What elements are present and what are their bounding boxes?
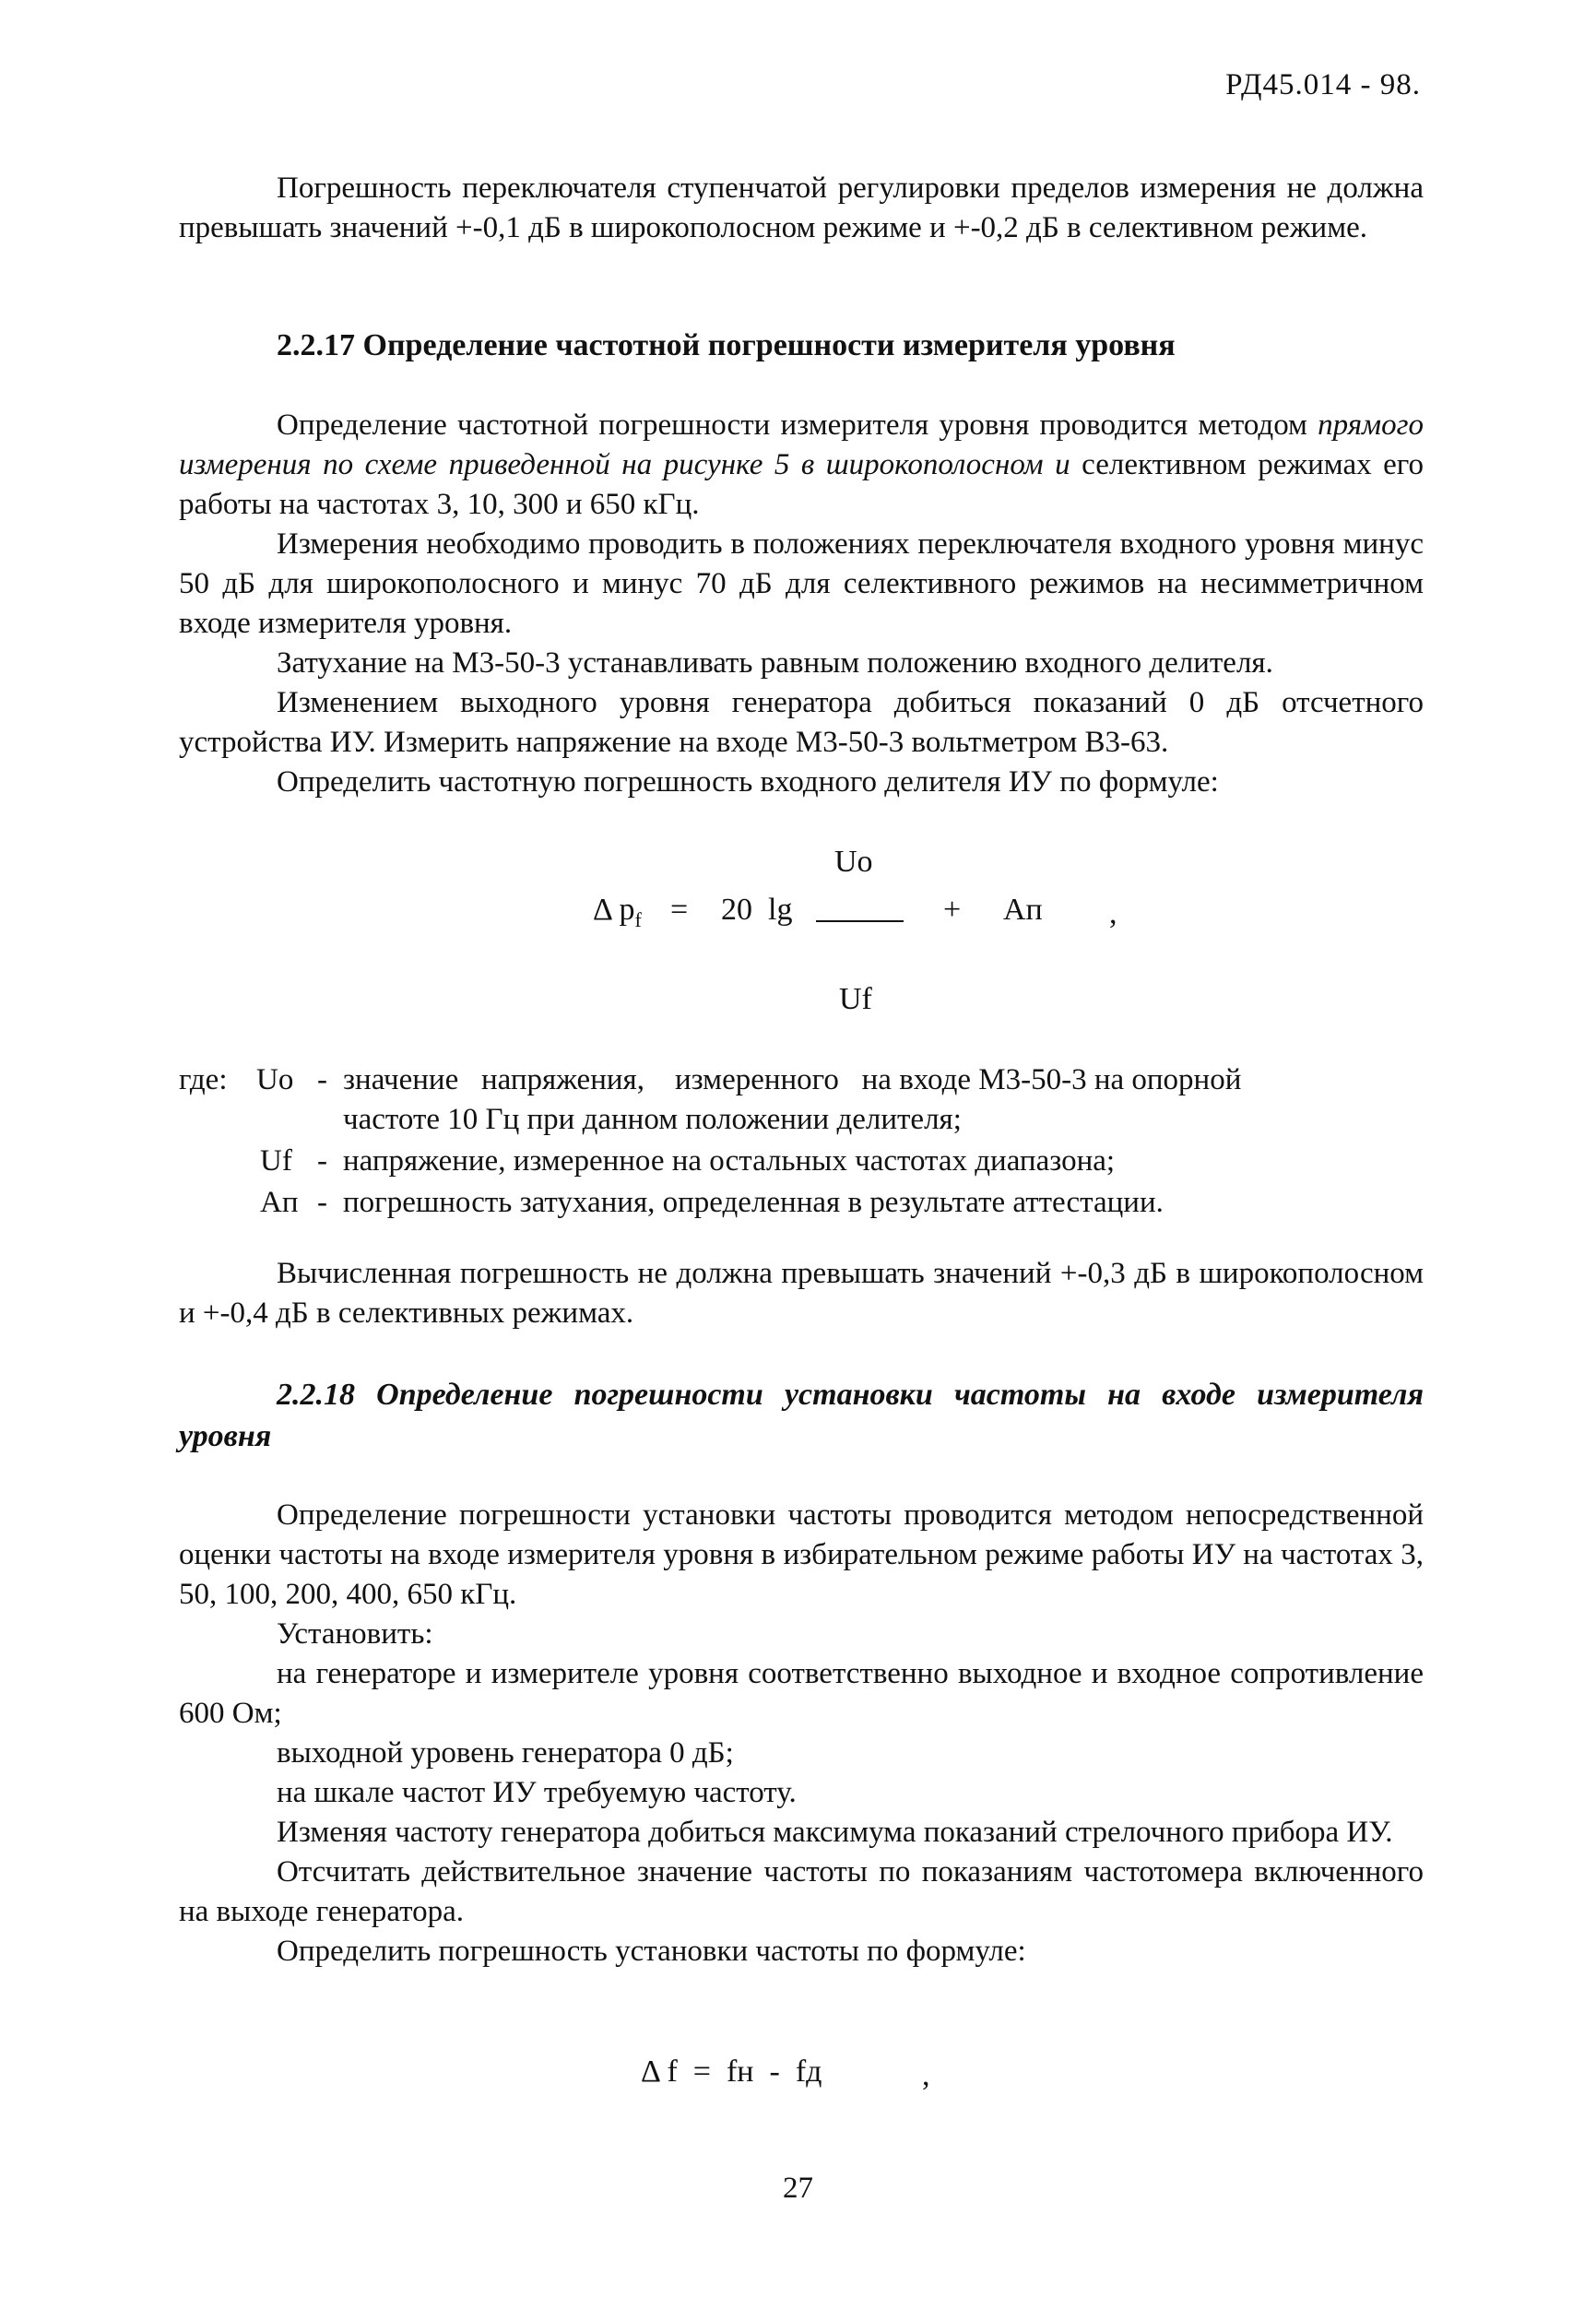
definition-symbol: Uo xyxy=(256,1063,294,1096)
definition-text: значение напряжения, измеренного на входе М3-50-3 на опорной xyxy=(343,1063,1242,1096)
paragraph-positions: Измерения необходимо проводить в положениях переключателя входного уровня минус 50 дБ для широкополосного и минус 70 дБ для селективного режимов на несимметричном входе измерителя уровня. xyxy=(179,527,1424,640)
paragraph-resistance: на генераторе и измерителе уровня соответственно выходное и входное сопротивление 600 Ом; xyxy=(179,1657,1424,1730)
formula-lhs xyxy=(593,893,642,932)
paragraph-method-part1: Определение частотной погрешности измерителя уровня проводится методом xyxy=(277,408,1318,442)
paragraph-scale: на шкале частот ИУ требуемую частоту. xyxy=(277,1776,797,1809)
paragraph-calculated-error: Вычисленная погрешность не должна превышать значений +-0,3 дБ в широкополосном и +-0,4 дБ в селективных режимах. xyxy=(179,1257,1424,1330)
definition-row xyxy=(179,1060,1470,1100)
formula-definitions xyxy=(179,1060,1470,1223)
definition-symbol: Uf xyxy=(260,1144,292,1178)
formula-fraction-bar xyxy=(816,920,904,922)
section-2-2-18-title: 2.2.18 Определение погрешности установки частоты на входе измерителя уровня xyxy=(179,1378,1424,1453)
paragraph-read: Отсчитать действительное значение частоты по показаниям частотомера включенного на выходе генератора. xyxy=(179,1855,1424,1928)
paragraph-method-2: Определение погрешности установки частоты проводится методом непосредственной оценки частоты на входе измерителя уровня в избирательном режиме работы ИУ на частотах 3, 50, 100, 200, 400, 650 кГц. xyxy=(179,1498,1424,1611)
definition-row xyxy=(179,1142,1470,1181)
intro-paragraph-block xyxy=(179,169,1424,248)
definition-dash: - xyxy=(317,1144,327,1178)
paragraph-output: выходной уровень генератора 0 дБ; xyxy=(277,1736,734,1770)
definition-text: напряжение, измеренное на остальных частотах диапазона; xyxy=(343,1144,1116,1178)
paragraph-formula-intro-2: Определить погрешность установки частоты по формуле: xyxy=(277,1935,1026,1968)
formula-comma: , xyxy=(1109,896,1117,930)
formula-denominator: Uf xyxy=(839,982,872,1016)
formula-plus: + xyxy=(943,893,962,927)
definition-row xyxy=(179,1100,1470,1140)
definition-row xyxy=(179,1183,1470,1223)
formula-comma-2: , xyxy=(922,2058,930,2092)
paragraph-method-part3: селективном режимах его работы на частотах 3, 10, 300 и 650 кГц. xyxy=(179,448,1424,521)
definition-symbol: Ап xyxy=(260,1186,299,1219)
definition-dash: - xyxy=(317,1186,327,1219)
definition-text: погрешность затухания, определенная в результате аттестации. xyxy=(343,1186,1164,1219)
document-code: РД45.014 - 98. xyxy=(1225,68,1421,101)
paragraph-method xyxy=(179,406,1424,525)
paragraph-method-italic: прямого измерения по схеме приведенной на рисунке 5 в широкополосном и xyxy=(179,408,1424,481)
paragraph-tuning: Изменяя частоту генератора добиться максимума показаний стрелочного прибора ИУ. xyxy=(277,1816,1393,1849)
paragraph-output-level: Изменением выходного уровня генератора добиться показаний 0 дБ отсчетного устройства ИУ. Измерить напряжение на входе М3-50-3 вольтметром В3-63. xyxy=(179,686,1424,759)
formula-equals: = xyxy=(670,893,689,927)
formula-lhs-symbol: Δ p xyxy=(593,893,635,927)
calculated-error-block xyxy=(179,1254,1424,1333)
paragraph-set: Установить: xyxy=(277,1617,433,1651)
formula-lhs-subscript: f xyxy=(634,907,642,931)
section-2-2-17-body xyxy=(179,406,1424,802)
formula-numerator: Uo xyxy=(834,845,873,879)
paragraph-formula-intro: Определить частотную погрешность входного делителя ИУ по формуле: xyxy=(277,765,1219,799)
formula-term-ap: Ап xyxy=(1003,893,1043,927)
definition-text: частоте 10 Гц при данном положении делителя; xyxy=(343,1103,962,1136)
paragraph-attenuation: Затухание на М3-50-3 устанавливать равным положению входного делителя. xyxy=(277,646,1273,680)
where-label: где: xyxy=(179,1063,228,1096)
intro-paragraph: Погрешность переключателя ступенчатой регулировки пределов измерения не должна превышать значений +-0,1 дБ в широкополосном режиме и +-0,2 дБ в селективном режиме. xyxy=(179,172,1424,244)
definition-dash: - xyxy=(317,1063,327,1096)
section-2-2-18-body xyxy=(179,1496,1424,1971)
page-number: 27 xyxy=(783,2172,813,2205)
formula-delta-f: Δ f = fн - fд xyxy=(641,2054,822,2089)
formula-coefficient: 20 lg xyxy=(721,893,793,927)
section-2-2-17-title: 2.2.17 Определение частотной погрешности измерителя уровня xyxy=(277,328,1176,362)
